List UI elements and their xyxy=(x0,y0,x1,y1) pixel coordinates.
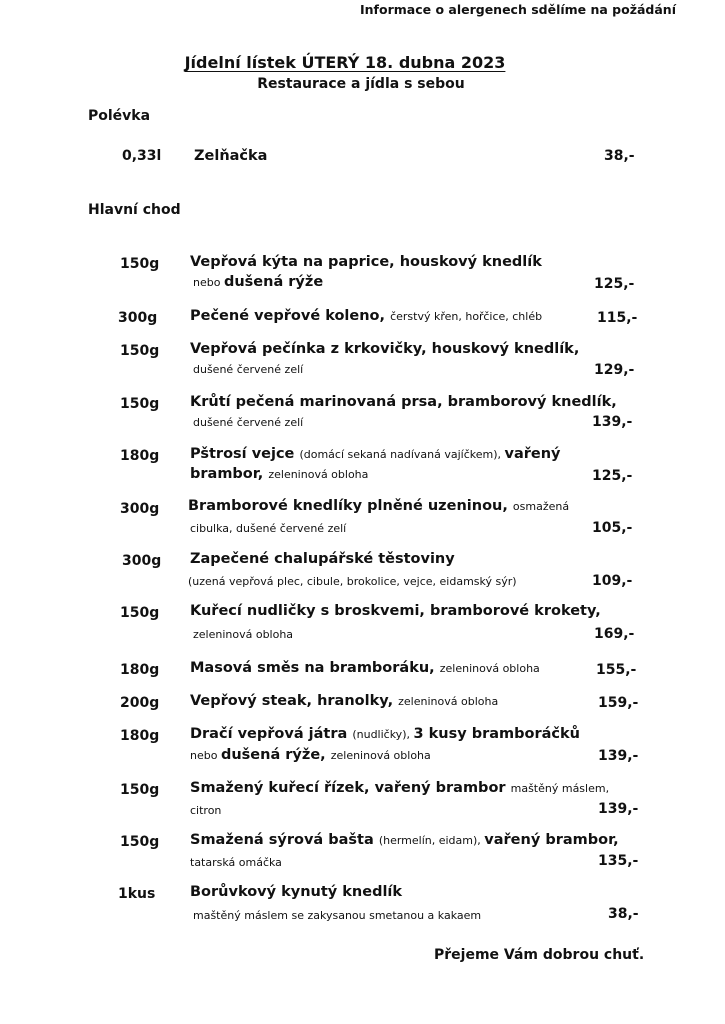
item-name: Vepřová kýta na paprice, houskový knedlík xyxy=(190,254,542,270)
item-side-line: maštěný máslem se zakysanou smetanou a kakaem xyxy=(193,909,482,922)
item-side-line: citron xyxy=(190,804,222,817)
item-side-line: cibulka, dušené červené zelí xyxy=(190,522,347,535)
item-side-line: dušené červené zelí xyxy=(193,363,304,376)
item-quantity: 150g xyxy=(120,396,160,412)
item-side-line: zeleninová obloha xyxy=(193,628,294,641)
item-price: 38,- xyxy=(604,148,635,164)
allergen-notice: Informace o alergenech sdělíme na požádání xyxy=(360,2,676,17)
item-price: 125,- xyxy=(594,276,635,292)
item-price: 129,- xyxy=(594,362,635,378)
section-heading-soup: Polévka xyxy=(88,108,151,124)
item-quantity: 150g xyxy=(120,256,160,272)
item-name: Vepřový steak, hranolky, zeleninová obloha xyxy=(190,693,499,709)
item-price: 38,- xyxy=(608,906,639,922)
item-name: Pštrosí vejce (domácí sekaná nadívaná vajíčkem), vařený xyxy=(190,446,561,462)
item-quantity: 300g xyxy=(122,553,162,569)
item-name: Krůtí pečená marinovaná prsa, bramborový knedlík, xyxy=(190,394,617,410)
item-name: Smažený kuřecí řízek, vařený brambor maštěný máslem, xyxy=(190,780,610,796)
item-side-line: (uzená vepřová plec, cibule, brokolice, vejce, eidamský sýr) xyxy=(188,575,517,588)
item-name: Kuřecí nudličky s broskvemi, bramborové krokety, xyxy=(190,603,601,619)
item-quantity: 180g xyxy=(120,662,160,678)
item-name: Zapečené chalupářské těstoviny xyxy=(190,551,455,567)
menu-title: Jídelní lístek ÚTERÝ 18. dubna 2023 xyxy=(184,53,506,72)
item-price: 105,- xyxy=(592,520,633,536)
item-name: Pečené vepřové koleno, čerstvý křen, hořčice, chléb xyxy=(190,308,543,324)
item-price: 169,- xyxy=(594,626,635,642)
item-quantity: 1kus xyxy=(118,886,156,902)
item-side-line: dušené červené zelí xyxy=(193,416,304,429)
item-price: 155,- xyxy=(596,662,637,678)
item-name: Dračí vepřová játra (nudličky), 3 kusy bramboráčků xyxy=(190,726,580,742)
item-price: 109,- xyxy=(592,573,633,589)
item-side-line: nebo dušená rýže xyxy=(193,274,324,290)
closing-wish: Přejeme Vám dobrou chuť. xyxy=(434,947,645,963)
item-quantity: 0,33l xyxy=(122,148,162,164)
item-side-line: tatarská omáčka xyxy=(190,856,282,869)
item-quantity: 180g xyxy=(120,728,160,744)
item-quantity: 150g xyxy=(120,782,160,798)
item-name: Borůvkový kynutý knedlík xyxy=(190,884,403,900)
item-quantity: 150g xyxy=(120,343,160,359)
item-name: Smažená sýrová bašta (hermelín, eidam), vařený brambor, xyxy=(190,832,619,848)
item-quantity: 200g xyxy=(120,695,160,711)
item-quantity: 180g xyxy=(120,448,160,464)
item-side-line: nebo dušená rýže, zeleninová obloha xyxy=(190,747,431,763)
item-price: 135,- xyxy=(598,853,639,869)
item-quantity: 300g xyxy=(118,310,158,326)
item-quantity: 150g xyxy=(120,605,160,621)
item-name: Bramborové knedlíky plněné uzeninou, osmažená xyxy=(188,498,570,514)
item-name: Vepřová pečínka z krkovičky, houskový knedlík, xyxy=(190,341,580,357)
item-price: 139,- xyxy=(598,748,639,764)
item-price: 115,- xyxy=(597,310,638,326)
item-quantity: 150g xyxy=(120,834,160,850)
item-price: 125,- xyxy=(592,468,633,484)
item-side-line: brambor, zeleninová obloha xyxy=(190,466,369,482)
section-heading-main: Hlavní chod xyxy=(88,202,181,218)
item-price: 139,- xyxy=(598,801,639,817)
item-name: Masová směs na bramboráku, zeleninová obloha xyxy=(190,660,540,676)
item-name: Zelňačka xyxy=(194,148,268,164)
item-quantity: 300g xyxy=(120,501,160,517)
item-price: 159,- xyxy=(598,695,639,711)
item-price: 139,- xyxy=(592,414,633,430)
menu-subtitle: Restaurace a jídla s sebou xyxy=(257,76,465,92)
